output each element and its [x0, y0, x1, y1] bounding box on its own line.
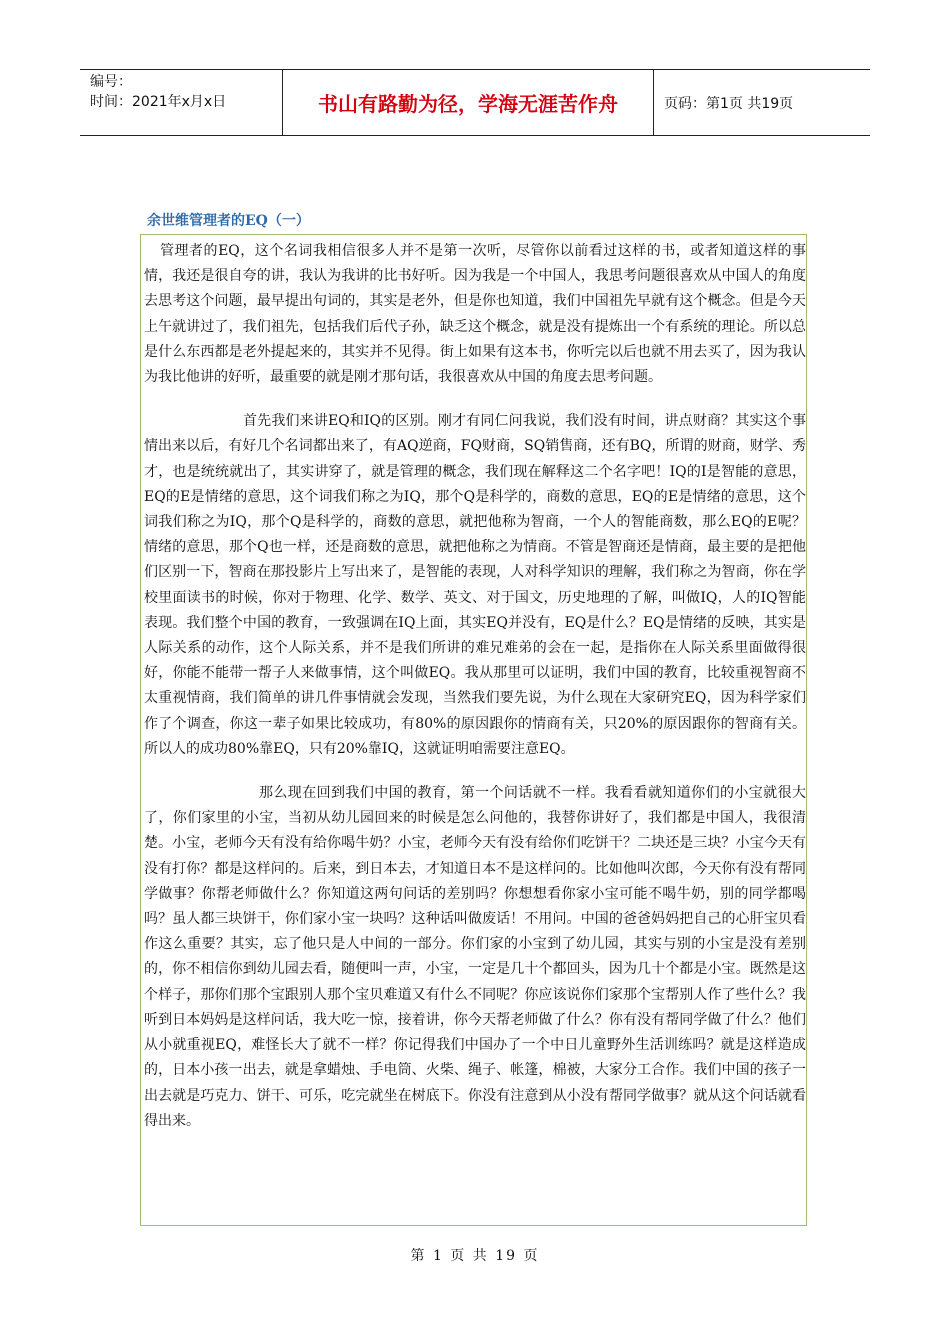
paragraph-1: 管理者的EQ，这个名词我相信很多人并不是第一次听，尽管你以前看过这样的书，或者知道这样的事情，我还是很自夸的讲，我认为我讲的比书好听。因为我是一个中国人，我思考问题很喜欢从中国人的角度去思考这个问题，最早提出句词的，其实是老外，但是你也知道，我们中国祖先早就有这个概念。但是今天上午就讲过了，我们祖先，包括我们后代子孙，缺乏这个概念，就是没有提炼出一个有系统的理论。所以总是什么东西都是老外提起来的，其实并不见得。街上如果有这本书，你听完以后也就不用去买了，因为我认为我比他讲的好听，最重要的就是刚才那句话，我很喜欢从中国的角度去思考问题。: [144, 243, 806, 386]
header-page-cell: [654, 70, 870, 135]
motto-text: 书山有路勤为径，学海无涯苦作舟: [318, 92, 618, 116]
header-motto-cell: [283, 70, 654, 135]
article-title: 余世维管理者的EQ（一）: [147, 213, 310, 229]
page-info: 页码：第1页 共19页: [664, 95, 794, 112]
page-footer: 第 1 页 共 19 页: [410, 1248, 540, 1264]
date-label: 时间：2021年x月x日: [90, 94, 227, 110]
paragraph-3: 那么现在回到我们中国的教育，第一个问话就不一样。我看看就知道你们的小宝就很大了，你们家里的小宝，当初从幼儿园回来的时候是怎么问他的，我替你讲好了，我们都是中国人，我很清楚。小宝，老师今天有没有给你喝牛奶？小宝，老师今天有没有给你们吃饼干？二块还是三块？小宝今天有没有打你？都是这样问的。后来，到日本去，才知道日本不是这样问的。比如他叫次郎，今天你有没有帮同学做事？你帮老师做什么？你知道这两句问话的差别吗？你想想看你家小宝可能不喝牛奶，别的同学都喝吗？虽人都三块饼干，你们家小宝一块吗？这种话叫做废话！不用问。中国的爸爸妈妈把自己的心肝宝贝看作这么重要？其实，忘了他只是人中间的一部分。你们家的小宝到了幼儿园，其实与别的小宝是没有差别的，你不相信你到幼儿园去看，随便叫一声，小宝，一定是几十个都回头，因为几十个都是小宝。既然是这个样子，那你们那个宝跟别人那个宝贝难道又有什么不同呢？你应该说你们家那个宝帮别人作了些什么？我听到日本妈妈是这样问话，我大吃一惊，接着讲，你今天帮老师做了什么？你有没有帮同学做了什么？他们从小就重视EQ，难怪长大了就不一样？你记得我们中国办了一个中日儿童野外生活训练吗？就是这样造成的，日本小孩一出去，就是拿蜡烛、手电筒、火柴、绳子、帐篷，棉被，大家分工合作。我们中国的孩子一出去就是巧克力、饼干、可乐，吃完就坐在树底下。你没有注意到从小没有帮同学做事？就从这个问话就看得出来。: [144, 785, 806, 1129]
header-meta-cell: [80, 70, 283, 135]
paragraph-2: 首先我们来讲EQ和IQ的区别。刚才有同仁问我说，我们没有时间，讲点财商？其实这个事情出来以后，有好几个名词都出来了，有AQ逆商，FQ财商，SQ销售商，还有BQ，所谓的财商，财学、秀才，也是统统就出了，其实讲穿了，就是管理的概念，我们现在解释这二个名字吧！IQ的I是智能的意思，EQ的E是情绪的意思，这个词我们称之为IQ，那个Q是科学的，商数的意思，EQ的E是情绪的意思，这个词我们称之为IQ，那个Q是科学的，商数的意思，就把他称为智商，一个人的智能商数，那么EQ的E呢？情绪的意思，那个Q也一样，还是商数的意思，就把他称之为情商。不管是智商还是情商，最主要的是把他们区别一下，智商在那投影片上写出来了，是智能的表现，人对科学知识的理解，我们称之为智商，你在学校里面读书的时候，你对于物理、化学、数学、英文、对于国文，历史地理的了解，叫做IQ，人的IQ智能表现。我们整个中国的教育，一致强调在IQ上面，其实EQ并没有，EQ是什么？EQ是情绪的反映，其实是人际关系的动作，这个人际关系，并不是我们所讲的难兄难弟的会在一起，是指你在人际关系里面做得很好，你能不能带一帮子人来做事情，这个叫做EQ。我从那里可以证明，我们中国的教育，比较重视智商不太重视情商，我们简单的讲几件事情就会发现，当然我们要先说，为什么现在大家研究EQ，因为科学家们作了个调查，你这一辈子如果比较成功，有80%的原因跟你的情商有关，只20%的原因跟你的智商有关。所以人的成功80%靠EQ，只有20%靠IQ，这就证明咱需要注意EQ。: [144, 413, 806, 757]
document-header: [80, 69, 870, 136]
serial-label: 编号：: [90, 74, 132, 90]
article-body: [140, 234, 807, 1226]
